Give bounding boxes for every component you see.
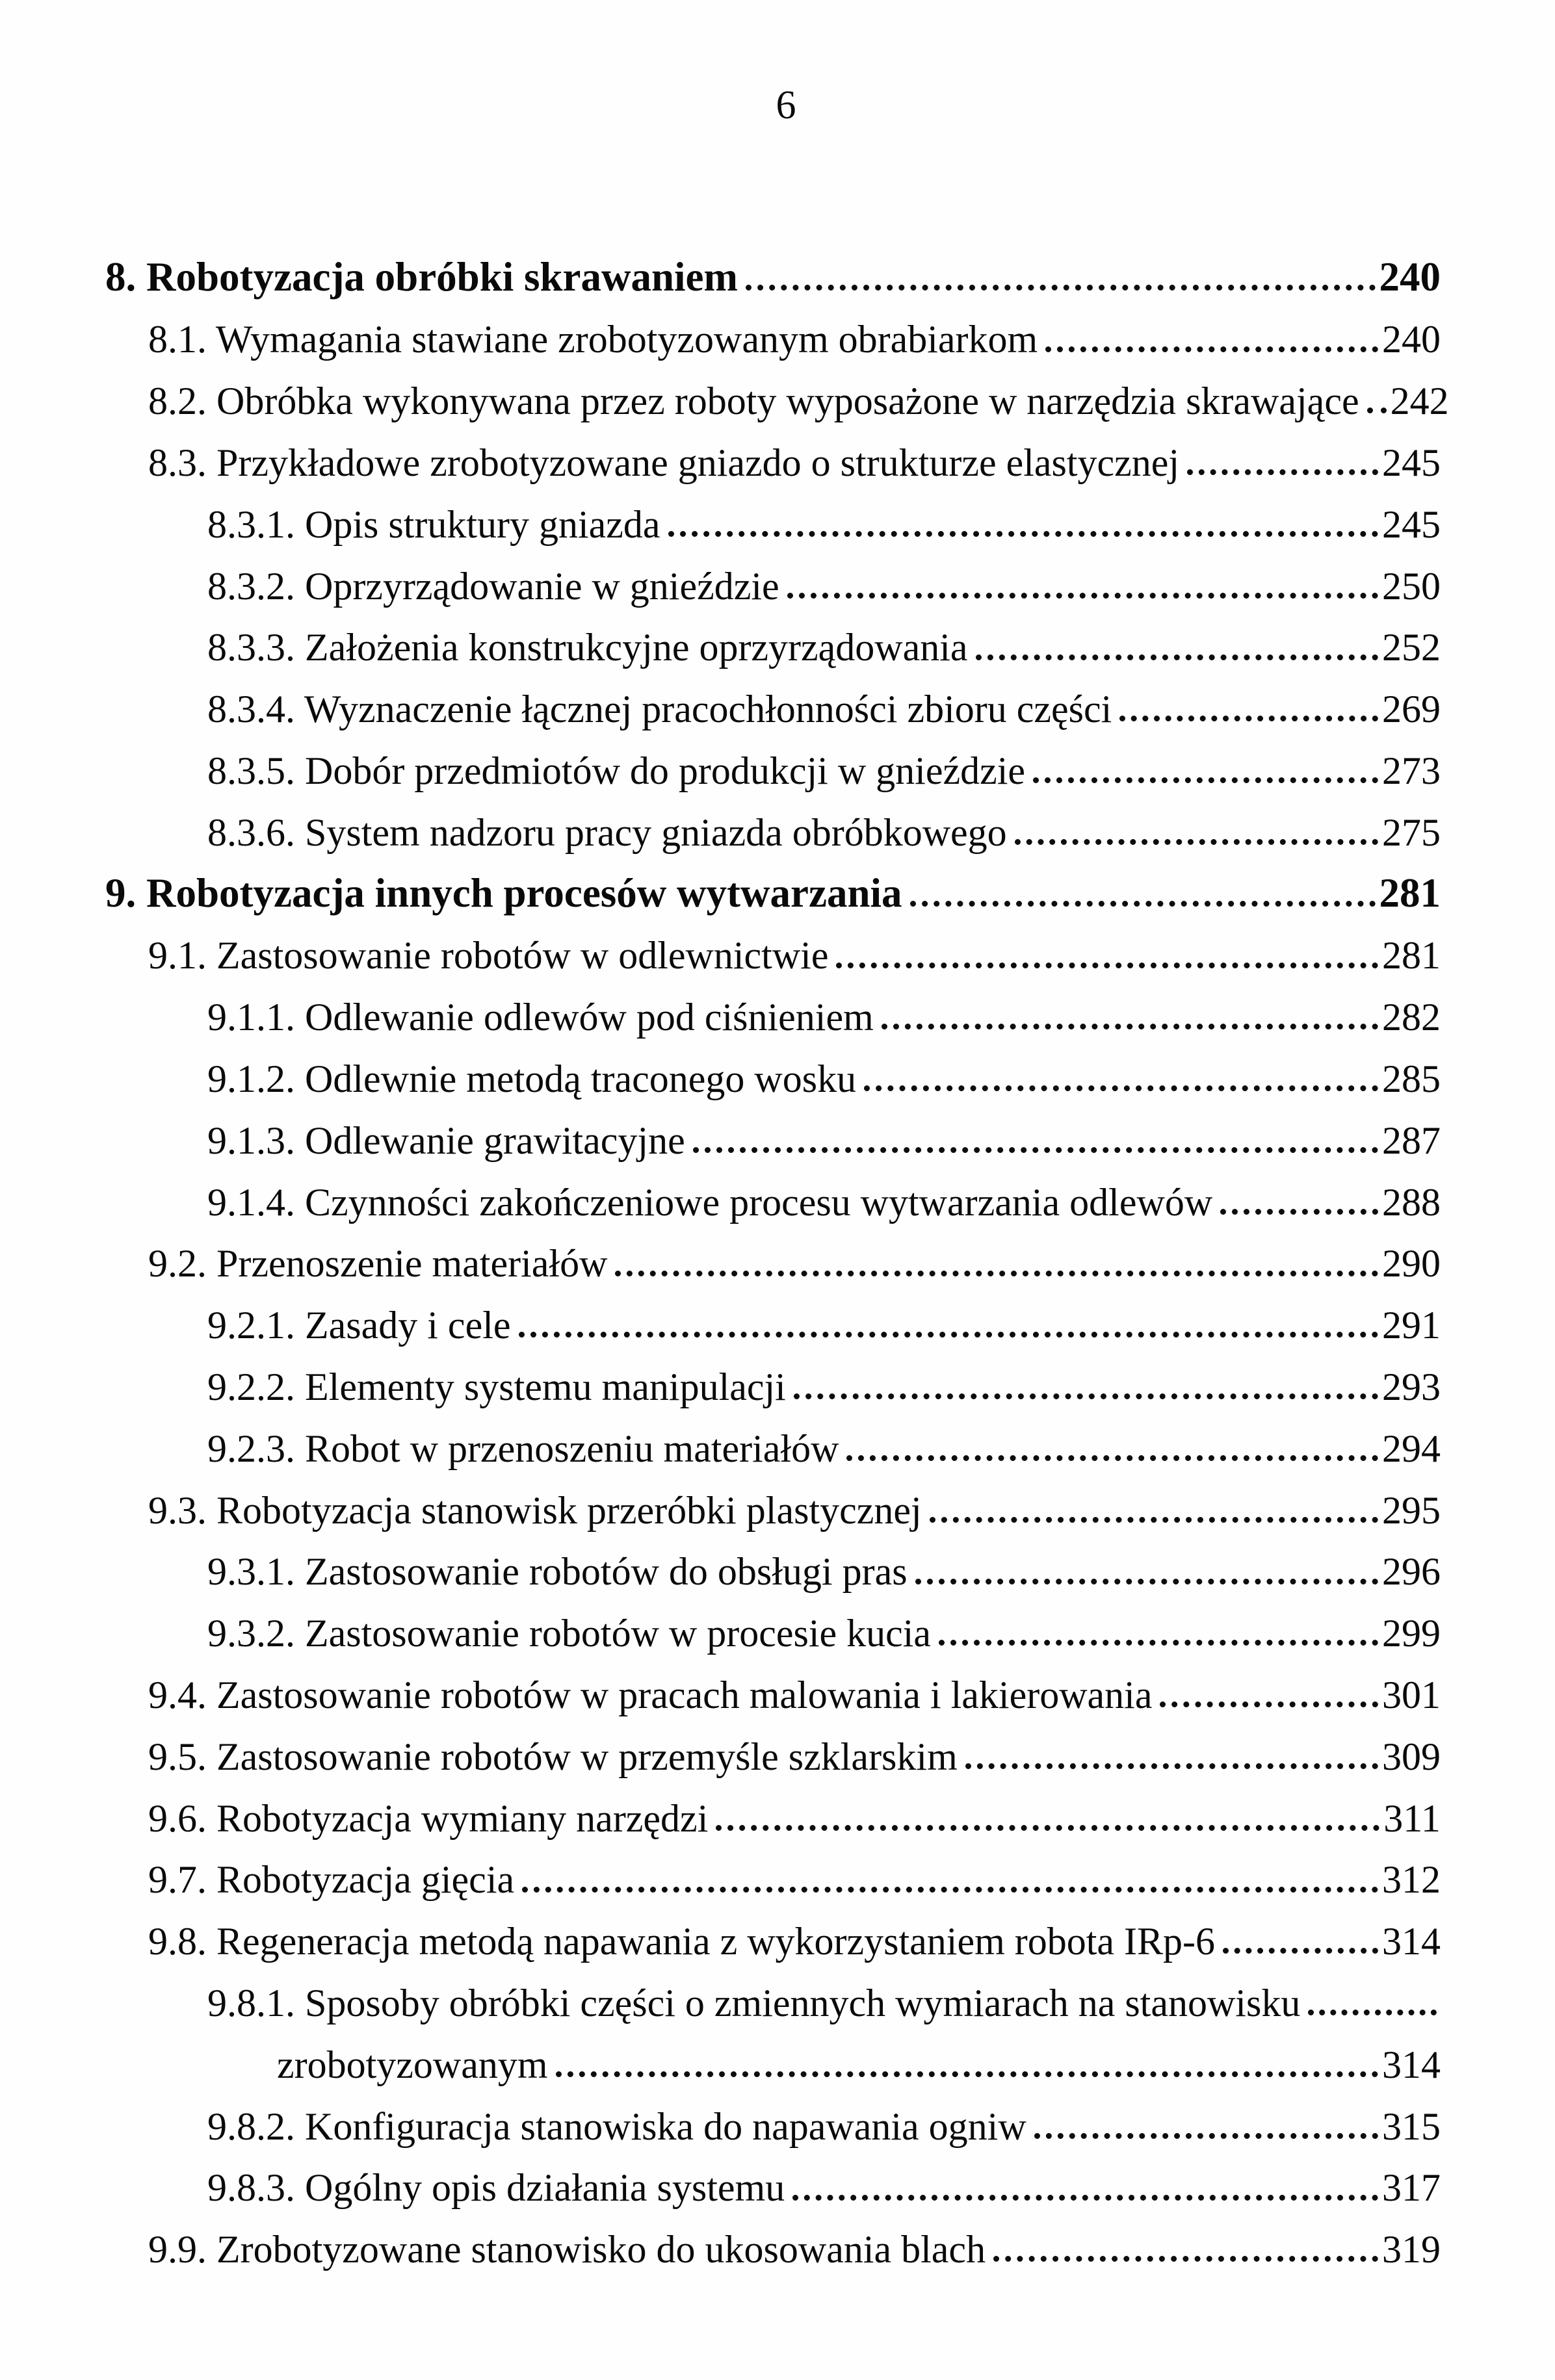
- toc-entry: [105, 1409, 1441, 1471]
- toc-entry: [105, 1471, 1441, 1533]
- toc-entry: [105, 423, 1441, 485]
- toc-entry: [105, 1286, 1441, 1348]
- dotted-leader: [1033, 777, 1378, 783]
- dotted-leader: [1187, 469, 1378, 475]
- toc-entry-label: 9.2. Przenoszenie materiałów: [148, 1242, 608, 1286]
- toc-entry-page: 294: [1382, 1427, 1441, 1470]
- toc-entry-page: 314: [1382, 1920, 1441, 1963]
- page-number: 6: [776, 83, 796, 127]
- dotted-leader: [1223, 1948, 1378, 1954]
- toc-entry-label: 8.3.3. Założenia konstrukcyjne oprzyrządowania: [207, 626, 968, 669]
- toc-entry: [105, 1779, 1441, 1841]
- dotted-leader: [1367, 407, 1387, 413]
- toc-entry: [105, 1347, 1441, 1409]
- toc-entry-page: 296: [1382, 1550, 1441, 1594]
- toc-entry: [105, 1963, 1441, 2025]
- toc-entry-page: 287: [1382, 1119, 1441, 1162]
- toc-entry-page: 275: [1382, 810, 1441, 854]
- toc-entry: [105, 793, 1441, 855]
- toc-entry: [105, 1163, 1441, 1224]
- toc-entry: [105, 1841, 1441, 1902]
- toc-entry-label: 9.4. Zastosowanie robotów w pracach malowania i lakierowania: [148, 1673, 1153, 1716]
- toc-entry-label: 9.2.1. Zasady i cele: [207, 1304, 511, 1347]
- dotted-leader: [668, 531, 1378, 537]
- toc-entry-page: 242: [1390, 380, 1449, 423]
- toc-entry: [105, 670, 1441, 732]
- toc-entry-page: 245: [1382, 441, 1441, 484]
- dotted-leader: [519, 1332, 1379, 1338]
- toc-entry-page: 301: [1382, 1673, 1441, 1716]
- toc-entry-page: 240: [1382, 318, 1441, 361]
- toc-entry: [105, 362, 1449, 424]
- toc-entry-label: 9.5. Zastosowanie robotów w przemyśle szklarskim: [148, 1735, 958, 1778]
- toc-entry-page: 319: [1382, 2228, 1441, 2271]
- toc-entry-label: zrobotyzowanym: [277, 2043, 548, 2086]
- toc-entry-label: 9.1. Zastosowanie robotów w odlewnictwie: [148, 934, 829, 977]
- dotted-leader: [522, 1887, 1378, 1893]
- toc-entry: [105, 2087, 1441, 2149]
- toc-entry: [105, 300, 1441, 362]
- toc-entry-page: 299: [1382, 1612, 1441, 1655]
- dotted-leader: [1308, 2010, 1437, 2015]
- toc-entry-label: 9.3.1. Zastosowanie robotów do obsługi pras: [207, 1550, 908, 1594]
- toc-entry-page: 314: [1382, 2043, 1441, 2086]
- toc-entry-label: 9.1.4. Czynności zakończeniowe procesu wytwarzania odlewów: [207, 1180, 1213, 1224]
- toc-entry-label: 9.8. Regeneracja metodą napawania z wykorzystaniem robota IRp-6: [148, 1920, 1216, 1963]
- dotted-leader: [1220, 1209, 1378, 1215]
- dotted-leader: [910, 901, 1376, 907]
- dotted-leader: [792, 2195, 1378, 2201]
- dotted-leader: [716, 1825, 1379, 1831]
- toc-entry: [105, 608, 1441, 670]
- toc-entry: [105, 547, 1441, 608]
- toc-entry-label: 9.6. Robotyzacja wymiany narzędzi: [148, 1796, 709, 1840]
- dotted-leader: [615, 1271, 1378, 1276]
- toc-entry-page: 293: [1382, 1365, 1441, 1408]
- toc-entry-label: 8.1. Wymagania stawiane zrobotyzowanym obrabiarkom: [148, 318, 1038, 361]
- toc-entry-page: 315: [1382, 2104, 1441, 2148]
- dotted-leader: [846, 1455, 1378, 1461]
- toc-entry: [105, 485, 1441, 547]
- dotted-leader: [746, 285, 1376, 291]
- toc-entry: [105, 916, 1441, 978]
- toc-entry-label: 9. Robotyzacja innych procesów wytwarzania: [105, 870, 902, 916]
- toc-entry-page: 240: [1379, 254, 1441, 300]
- toc-entry: [105, 2025, 1441, 2087]
- toc-entry-page: 250: [1382, 564, 1441, 608]
- dotted-leader: [965, 1763, 1378, 1769]
- dotted-leader: [556, 2071, 1378, 2077]
- toc-entry-page: 285: [1382, 1057, 1441, 1100]
- toc-entry-label: 9.1.3. Odlewanie grawitacyjne: [207, 1119, 685, 1162]
- toc-entry-label: 8.3.6. System nadzoru pracy gniazda obróbkowego: [207, 810, 1007, 854]
- toc-entry-page: 317: [1382, 2166, 1441, 2210]
- toc-entry-page: 290: [1382, 1242, 1441, 1286]
- toc-entry-label: 9.2.3. Robot w przenoszeniu materiałów: [207, 1427, 839, 1470]
- toc-entry-page: 295: [1382, 1488, 1441, 1532]
- toc-entry-page: 311: [1383, 1796, 1441, 1840]
- toc-entry-label: 8.3.2. Oprzyrządowanie w gnieździe: [207, 564, 779, 608]
- dotted-leader: [864, 1085, 1378, 1091]
- toc-entry: [105, 978, 1441, 1040]
- toc-entry: [105, 1594, 1441, 1656]
- dotted-leader: [976, 654, 1378, 660]
- toc-entry-label: 9.2.2. Elementy systemu manipulacji: [207, 1365, 786, 1408]
- toc-entry: [105, 855, 1441, 916]
- toc-entry-page: 291: [1382, 1304, 1441, 1347]
- toc-entry-label: 9.8.2. Konfiguracja stanowiska do napawania ogniw: [207, 2104, 1026, 2148]
- toc-entry: [105, 239, 1441, 300]
- toc-entry: [105, 1533, 1441, 1594]
- toc-entry: [105, 2210, 1441, 2272]
- toc-entry-page: 252: [1382, 626, 1441, 669]
- toc-entry-page: 309: [1382, 1735, 1441, 1778]
- dotted-leader: [993, 2256, 1378, 2262]
- toc-entry-label: 9.3.2. Zastosowanie robotów w procesie kucia: [207, 1612, 932, 1655]
- dotted-leader: [787, 593, 1378, 599]
- dotted-leader: [1119, 716, 1378, 721]
- toc-entry: [105, 1902, 1441, 1964]
- toc-entry-page: 281: [1382, 934, 1441, 977]
- toc-entry: [105, 2149, 1441, 2210]
- toc-entry: [105, 1655, 1441, 1717]
- dotted-leader: [693, 1147, 1378, 1153]
- dotted-leader: [794, 1393, 1378, 1399]
- dotted-leader: [1015, 839, 1378, 845]
- toc-entry-label: 8.3. Przykładowe zrobotyzowane gniazdo o strukturze elastycznej: [148, 441, 1180, 484]
- toc-entry: [105, 731, 1441, 793]
- dotted-leader: [915, 1579, 1378, 1585]
- toc-entry-label: 8.3.4. Wyznaczenie łącznej pracochłonności zbioru części: [207, 688, 1112, 731]
- toc-entry-label: 9.8.1. Sposoby obróbki części o zmiennych wymiarach na stanowisku: [207, 1981, 1301, 2024]
- toc-entry-page: 282: [1382, 996, 1441, 1039]
- toc-list: [105, 239, 1449, 2271]
- toc-entry-label: 9.1.2. Odlewnie metodą traconego wosku: [207, 1057, 857, 1100]
- toc-entry-page: 273: [1382, 749, 1441, 792]
- toc-entry-label: 8. Robotyzacja obróbki skrawaniem: [105, 254, 738, 300]
- toc-entry-label: 9.1.1. Odlewanie odlewów pod ciśnieniem: [207, 996, 874, 1039]
- toc-entry-label: 9.3. Robotyzacja stanowisk przeróbki plastycznej: [148, 1488, 922, 1532]
- toc-entry: [105, 1717, 1441, 1779]
- dotted-leader: [930, 1517, 1378, 1523]
- toc-entry-label: 9.7. Robotyzacja gięcia: [148, 1858, 515, 1902]
- toc-entry: [105, 1224, 1441, 1286]
- toc-entry-page: 288: [1382, 1180, 1441, 1224]
- toc-entry-label: 8.3.5. Dobór przedmiotów do produkcji w gnieździe: [207, 749, 1026, 792]
- toc-entry: [105, 1039, 1441, 1101]
- dotted-leader: [1045, 346, 1378, 352]
- toc-entry-label: 8.2. Obróbka wykonywana przez roboty wyposażone w narzędzia skrawające: [148, 380, 1359, 423]
- dotted-leader: [1160, 1701, 1378, 1707]
- toc-entry-label: 9.8.3. Ogólny opis działania systemu: [207, 2166, 785, 2210]
- dotted-leader: [939, 1640, 1378, 1646]
- dotted-leader: [1034, 2133, 1378, 2139]
- toc-entry-page: 245: [1382, 502, 1441, 546]
- toc-entry-page: 269: [1382, 688, 1441, 731]
- toc-entry-page: 312: [1382, 1858, 1441, 1902]
- toc-entry: [105, 1101, 1441, 1163]
- toc-entry-page: 281: [1379, 870, 1441, 916]
- toc-entry-label: 8.3.1. Opis struktury gniazda: [207, 502, 660, 546]
- dotted-leader: [836, 963, 1378, 968]
- toc-entry-label: 9.9. Zrobotyzowane stanowisko do ukosowania blach: [148, 2228, 986, 2271]
- dotted-leader: [882, 1024, 1378, 1029]
